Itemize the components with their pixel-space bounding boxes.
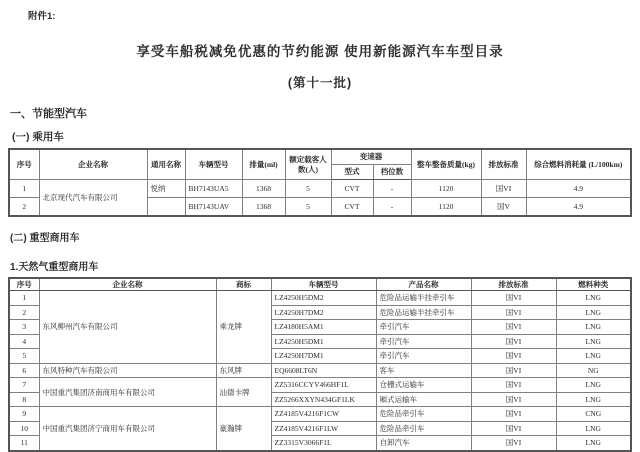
subsection-ng-heavy: 1.天然气重型商用车 xyxy=(10,262,99,273)
cell-fuel: LNG xyxy=(556,320,631,335)
cell-company: 中国重汽集团济南商用车有限公司 xyxy=(39,378,216,407)
cell-no: 2 xyxy=(9,198,39,217)
cell-emission: 国VI xyxy=(481,180,526,198)
subsection-passenger-cars: (一) 乘用车 xyxy=(12,131,64,143)
cell-model: LZ4180H5AM1 xyxy=(271,320,376,335)
cell-brand: 豪瀚牌 xyxy=(216,407,271,451)
cell-fuel: NG xyxy=(556,363,631,378)
cell-company: 中国重汽集团济宁商用车有限公司 xyxy=(39,407,216,451)
cell-no: 8 xyxy=(9,392,39,407)
cell-common-name: 悦纳 xyxy=(147,180,185,198)
cell-emission: 国VI xyxy=(471,320,556,335)
table-header-row xyxy=(9,278,631,291)
cell-fuel: LNG xyxy=(556,421,631,436)
cell-gear-count: - xyxy=(373,198,411,217)
table-row xyxy=(9,180,631,198)
cell-product: 牵引汽车 xyxy=(376,334,471,349)
column-header: 整车整备质量(kg) xyxy=(411,149,481,180)
cell-displacement: 1368 xyxy=(242,198,285,217)
cell-gear-count: - xyxy=(373,180,411,198)
cell-no: 9 xyxy=(9,407,39,422)
cell-no: 2 xyxy=(9,305,39,320)
cell-fuel: CNG xyxy=(556,407,631,422)
cell-product: 仓栅式运输车 xyxy=(376,378,471,393)
table-header-row xyxy=(9,149,631,165)
column-header: 燃料种类 xyxy=(556,278,631,291)
cell-curb-mass: 1120 xyxy=(411,198,481,217)
cell-trans-type: CVT xyxy=(331,180,373,198)
cell-brand: 东风牌 xyxy=(216,363,271,378)
ng-heavy-truck-table xyxy=(8,277,632,452)
column-header: 综合燃料消耗量 (L/100km) xyxy=(526,149,631,180)
column-header: 排量(ml) xyxy=(242,149,285,180)
cell-no: 4 xyxy=(9,334,39,349)
cell-product: 危险品运输半挂牵引车 xyxy=(376,305,471,320)
cell-brand: 乘龙牌 xyxy=(216,291,271,364)
cell-emission: 国VI xyxy=(471,305,556,320)
section-heavy-commercial: (二) 重型商用车 xyxy=(10,233,80,244)
cell-emission: 国VI xyxy=(471,291,556,306)
column-header: 档位数 xyxy=(373,165,411,180)
cell-no: 1 xyxy=(9,180,39,198)
cell-seats: 5 xyxy=(285,198,331,217)
cell-no: 1 xyxy=(9,291,39,306)
table-row xyxy=(9,407,631,422)
cell-fuel: LNG xyxy=(556,334,631,349)
column-header: 企业名称 xyxy=(39,278,216,291)
cell-model: BH7143UAV xyxy=(185,198,242,217)
cell-model: ZZ3315V3066F1L xyxy=(271,436,376,451)
column-header: 通用名称 xyxy=(147,149,185,180)
cell-product: 牵引汽车 xyxy=(376,349,471,364)
batch-subtitle: (第十一批) xyxy=(287,76,353,90)
table-row xyxy=(9,363,631,378)
cell-product: 客车 xyxy=(376,363,471,378)
cell-no: 10 xyxy=(9,421,39,436)
cell-product: 牵引汽车 xyxy=(376,320,471,335)
cell-emission: 国VI xyxy=(471,421,556,436)
passenger-car-table xyxy=(8,148,632,217)
cell-model: ZZ4185V4216F1LW xyxy=(271,421,376,436)
column-header: 序号 xyxy=(9,149,39,180)
column-header: 企业名称 xyxy=(39,149,147,180)
cell-emission: 国VI xyxy=(471,392,556,407)
cell-product: 危险品牵引车 xyxy=(376,421,471,436)
cell-emission: 国VI xyxy=(471,407,556,422)
cell-no: 7 xyxy=(9,378,39,393)
cell-fuel: LNG xyxy=(556,305,631,320)
cell-model: LZ4250H7DM1 xyxy=(271,349,376,364)
cell-emission: 国VI xyxy=(471,436,556,451)
column-header: 产品名称 xyxy=(376,278,471,291)
cell-emission: 国VI xyxy=(471,378,556,393)
cell-no: 3 xyxy=(9,320,39,335)
cell-product: 危险品运输半挂牵引车 xyxy=(376,291,471,306)
cell-company: 东风特种汽车有限公司 xyxy=(39,363,216,378)
cell-curb-mass: 1120 xyxy=(411,180,481,198)
cell-no: 6 xyxy=(9,363,39,378)
cell-fuel: LNG xyxy=(556,349,631,364)
cell-company: 东风柳州汽车有限公司 xyxy=(39,291,216,364)
cell-model: ZZ5316CCYV466HF1L xyxy=(271,378,376,393)
column-header: 车辆型号 xyxy=(271,278,376,291)
cell-emission: 国VI xyxy=(471,363,556,378)
column-header: 型式 xyxy=(331,165,373,180)
cell-model: ZZ4185V4216F1CW xyxy=(271,407,376,422)
cell-fuel: LNG xyxy=(556,378,631,393)
column-header: 额定载客人数(人) xyxy=(285,149,331,180)
cell-emission: 国V xyxy=(481,198,526,217)
cell-fuel-consumption: 4.9 xyxy=(526,198,631,217)
cell-fuel: LNG xyxy=(556,436,631,451)
cell-model: LZ4250H7DM2 xyxy=(271,305,376,320)
cell-model: BH7143UA5 xyxy=(185,180,242,198)
cell-model: LZ4250H5DM1 xyxy=(271,334,376,349)
column-header: 排放标准 xyxy=(481,149,526,180)
cell-common-name xyxy=(147,198,185,217)
column-header: 商标 xyxy=(216,278,271,291)
cell-emission: 国VI xyxy=(471,349,556,364)
cell-displacement: 1368 xyxy=(242,180,285,198)
cell-model: EQ6608LT6N xyxy=(271,363,376,378)
cell-seats: 5 xyxy=(285,180,331,198)
cell-fuel: LNG xyxy=(556,291,631,306)
cell-model: ZZ5266XXYN434GF1LK xyxy=(271,392,376,407)
cell-no: 5 xyxy=(9,349,39,364)
cell-no: 11 xyxy=(9,436,39,451)
table-row xyxy=(9,291,631,306)
cell-product: 危险品牵引车 xyxy=(376,407,471,422)
column-header: 车辆型号 xyxy=(185,149,242,180)
column-header: 序号 xyxy=(9,278,39,291)
cell-model: LZ4250H5DM2 xyxy=(271,291,376,306)
cell-product: 厢式运输车 xyxy=(376,392,471,407)
cell-fuel-consumption: 4.9 xyxy=(526,180,631,198)
cell-emission: 国VI xyxy=(471,334,556,349)
column-header: 排放标准 xyxy=(471,278,556,291)
document-page xyxy=(8,0,632,452)
cell-trans-type: CVT xyxy=(331,198,373,217)
cell-brand: 汕德卡牌 xyxy=(216,378,271,407)
column-header-transmission: 变速器 xyxy=(331,149,411,165)
document-title: 享受车船税减免优惠的节约能源 使用新能源汽车车型目录 xyxy=(136,44,504,59)
cell-fuel: LNG xyxy=(556,392,631,407)
cell-product: 自卸汽车 xyxy=(376,436,471,451)
section-energy-saving: 一、节能型汽车 xyxy=(10,108,87,120)
cell-company: 北京现代汽车有限公司 xyxy=(39,180,147,217)
attachment-label: 附件1: xyxy=(28,11,56,22)
table-row xyxy=(9,378,631,393)
